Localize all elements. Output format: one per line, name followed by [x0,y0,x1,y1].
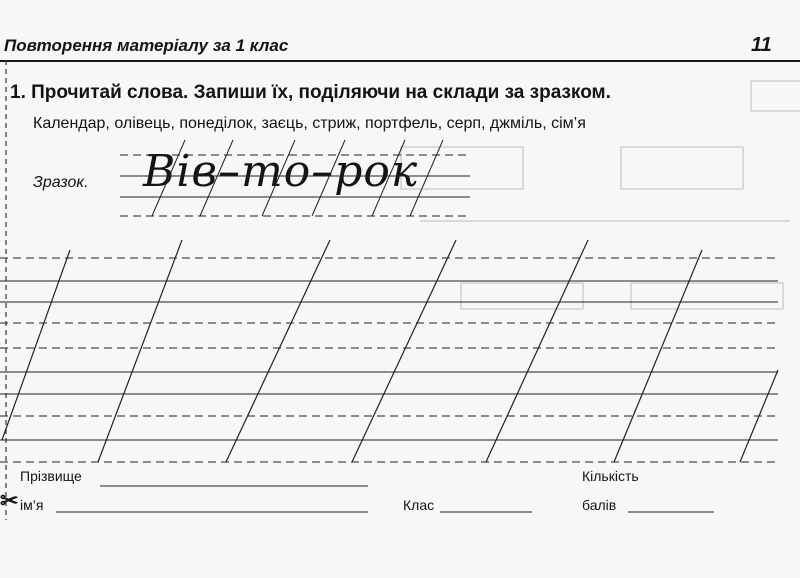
score-label-line1: Кількість [582,468,639,484]
writing-block-ruling [0,258,778,462]
page-header-title: Повторення матеріалу за 1 клас [4,36,289,55]
class-label: Клас [403,497,435,513]
word-list: Календар, олівець, понеділок, заєць, стриж, портфель, серп, джміль, сім’я [33,115,586,132]
task-title: 1. Прочитай слова. Запиши їх, поділяючи на склади за зразком. [10,82,611,103]
page-number: 11 [751,34,772,56]
sample-handwriting: Вів–то–рок [143,146,419,197]
cut-line-scissors-icon: ✂ [0,488,19,513]
score-label-line2: балів [582,497,617,513]
surname-label: Прізвище [20,468,82,484]
sample-label: Зразок. [33,174,89,191]
sample-ruling [120,140,470,216]
slant-guides [2,240,778,462]
name-label: ім’я [20,497,44,513]
